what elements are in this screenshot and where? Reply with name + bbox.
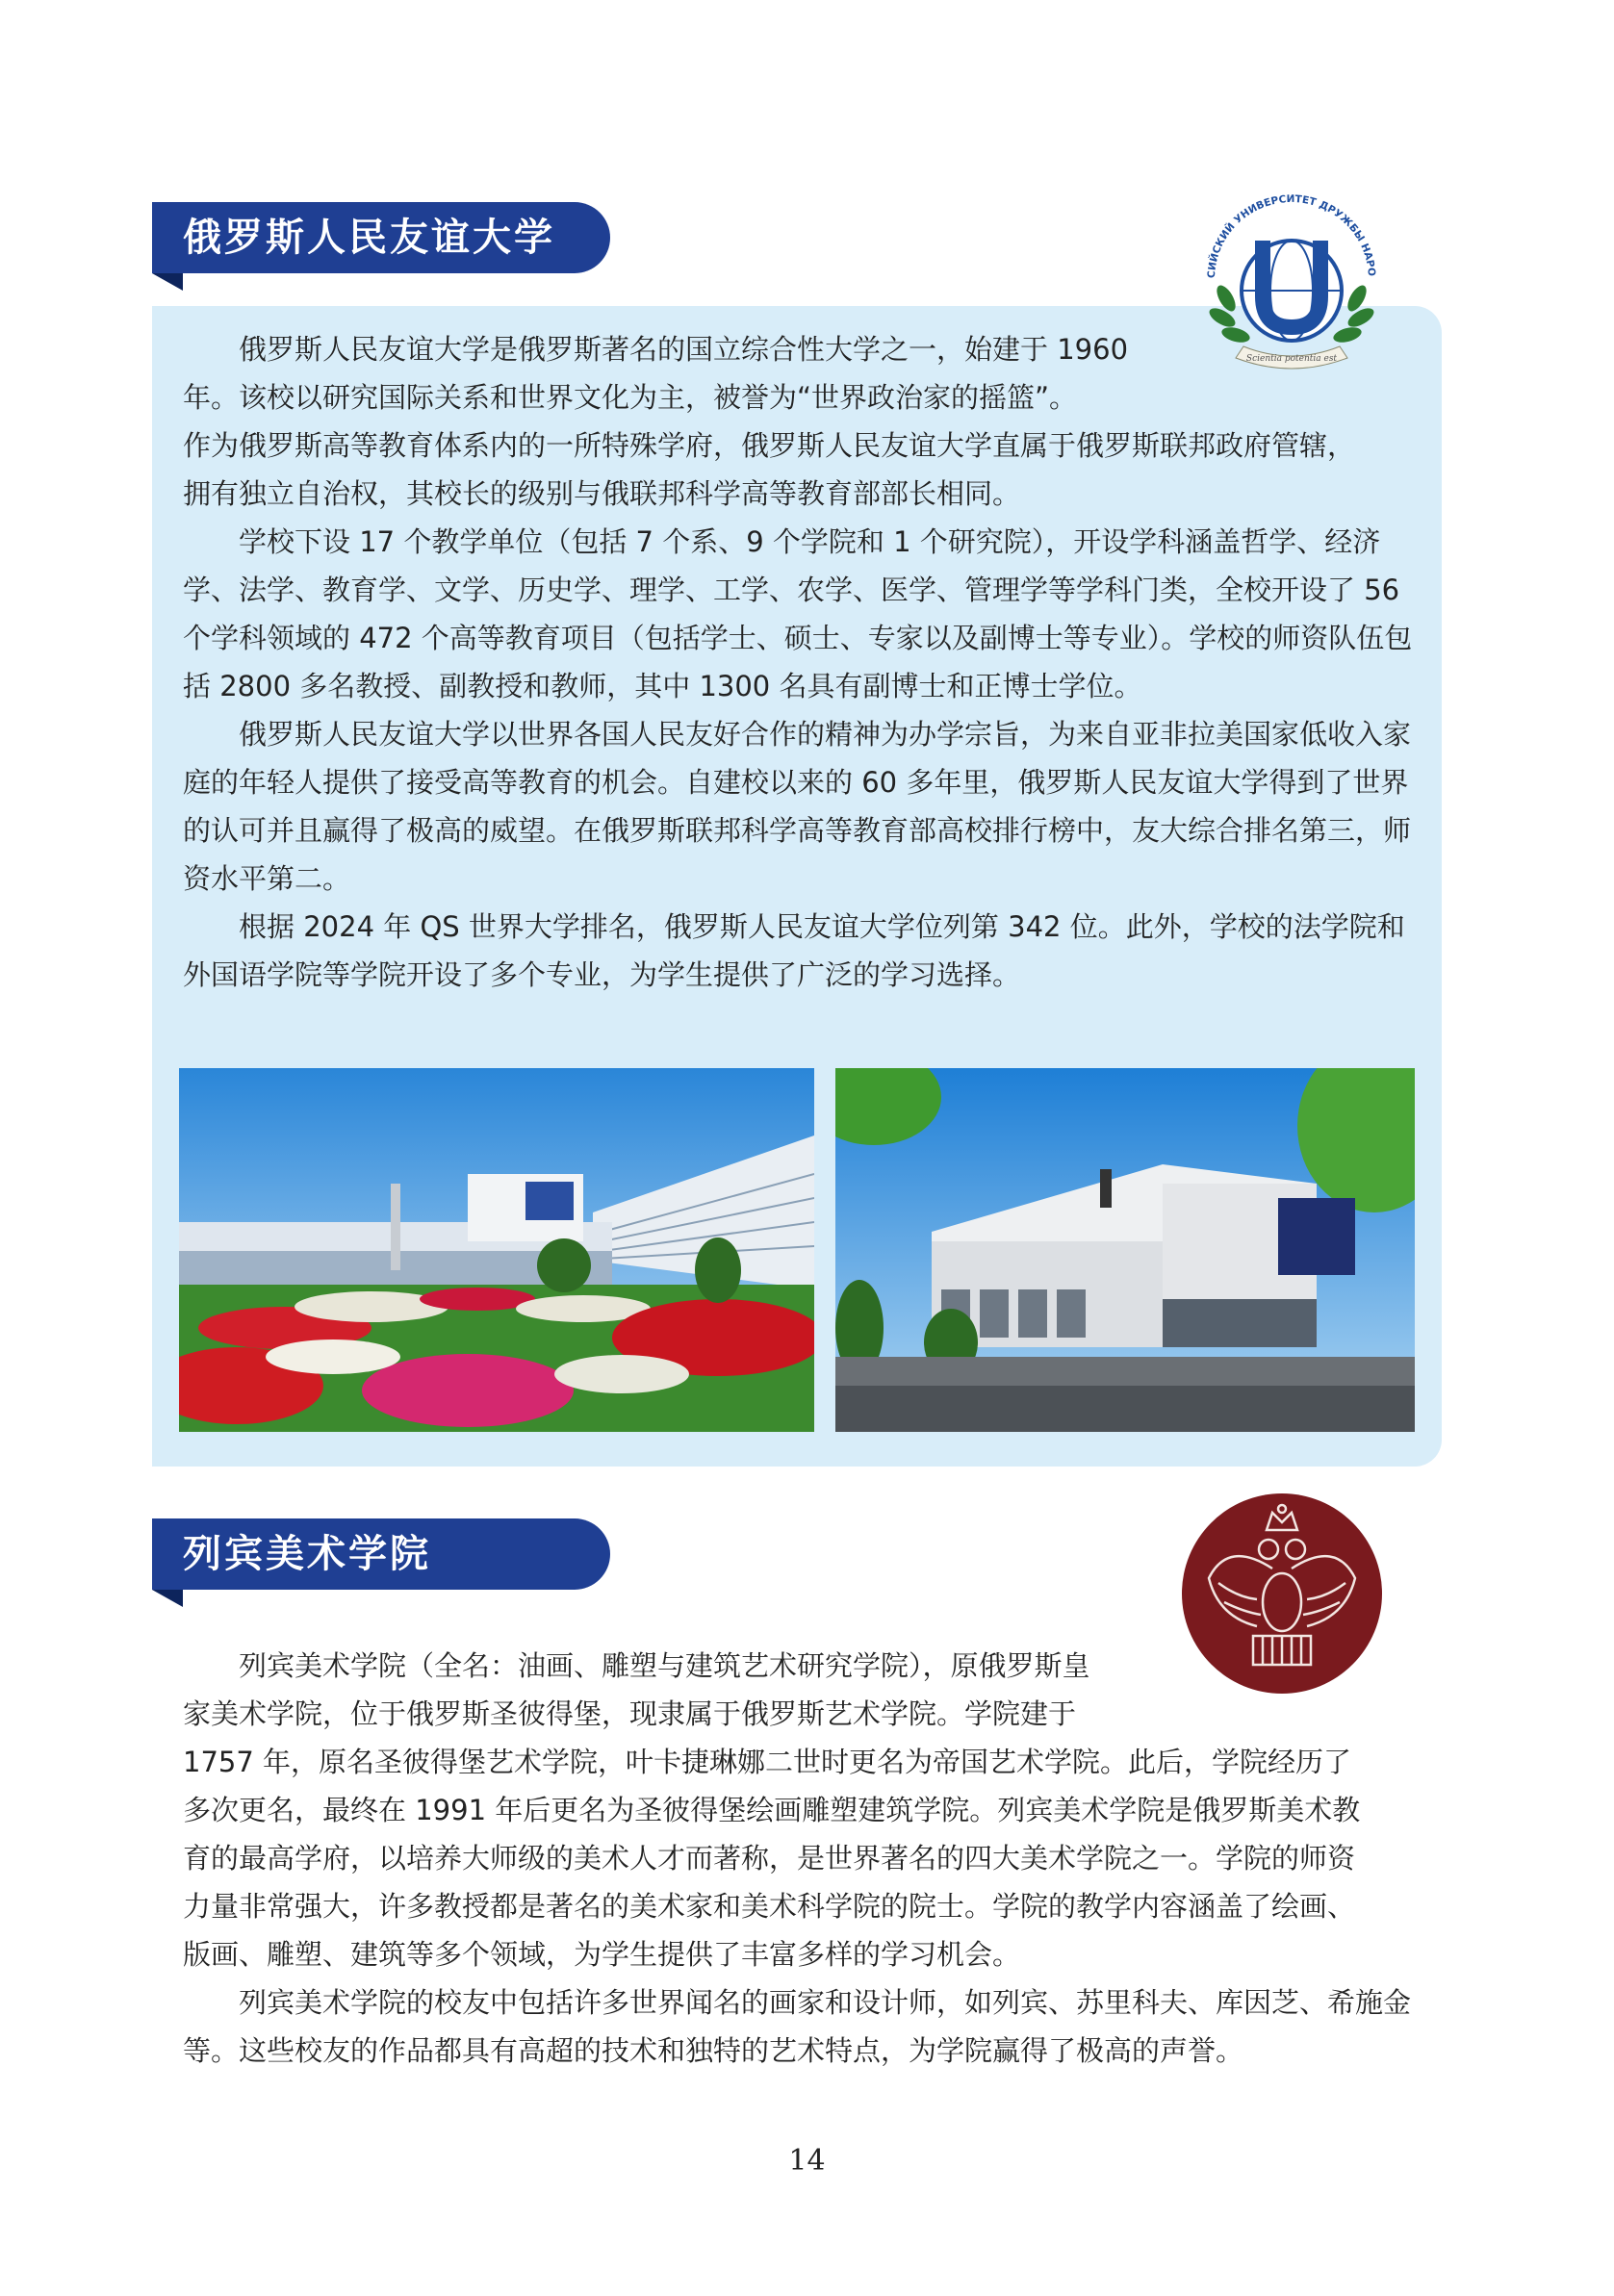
- text-line: 作为俄罗斯高等教育体系内的一所特殊学府，俄罗斯人民友谊大学直属于俄罗斯联邦政府管辖，: [183, 429, 1356, 462]
- rudn-description: [183, 325, 1421, 999]
- banner-tail: [152, 1590, 183, 1607]
- text-line: 年。该校以研究国际关系和世界文化为主，被誉为“世界政治家的摇篮”。: [183, 381, 1078, 414]
- text-line: 多次更名，最终在 1991 年后更名为圣彼得堡绘画雕塑建筑学院。列宾美术学院是俄罗斯美术教: [183, 1794, 1361, 1826]
- text-line: 拥有独立自治权，其校长的级别与俄联邦科学高等教育部部长相同。: [183, 477, 1021, 510]
- section-title: 俄罗斯人民友谊大学: [183, 216, 555, 260]
- paragraph: 俄罗斯人民友谊大学以世界各国人民友好合作的精神为办学宗旨，为来自亚非拉美国家低收入家庭的年轻人提供了接受高等教育的机会。自建校以来的 60 多年里，俄罗斯人民友谊大学得到了世界的认可并且赢得了极高的威望。在俄罗斯联邦科学高等教育部高校排行榜中，友大综合排名第三，师资水平第二。: [183, 718, 1412, 895]
- rudn-logo-ribbon: Scientia potentia est: [1245, 354, 1338, 364]
- text-line: 列宾美术学院（全名：油画、雕塑与建筑艺术研究学院），原俄罗斯皇: [239, 1649, 1090, 1682]
- text-line: 力量非常强大，许多教授都是著名的美术家和美术科学院的院士。学院的教学内容涵盖了绘画、: [183, 1890, 1356, 1923]
- page-number: 14: [788, 2144, 826, 2178]
- paragraph: 学校下设 17 个教学单位（包括 7 个系、9 个学院和 1 个研究院），开设学科涵盖哲学、经济学、法学、教育学、文学、历史学、理学、工学、农学、医学、管理学等学科门类，全校开设了 56 个学科领域的 472 个高等教育项目（包括学士、硕士、专家以及副博士等专业）。学校的师资队伍包括 2800 多名教授、副教授和教师，其中 1300 名具有副博士和正博士学位。: [183, 525, 1413, 702]
- paragraph: 根据 2024 年 QS 世界大学排名，俄罗斯人民友谊大学位列第 342 位。此外，学校的法学院和外国语学院等学院开设了多个专业，为学生提供了广泛的学习选择。: [183, 910, 1405, 991]
- campus-photo-right: [835, 1068, 1415, 1432]
- paragraph: [183, 325, 1421, 518]
- paragraph: [183, 1642, 1421, 1978]
- text-line: 育的最高学府，以培养大师级的美术人才而著称，是世界著名的四大美术学院之一。学院的师资: [183, 1842, 1356, 1875]
- text-line: 俄罗斯人民友谊大学是俄罗斯著名的国立综合性大学之一，始建于 1960: [239, 333, 1129, 366]
- section-title: 列宾美术学院: [183, 1532, 431, 1576]
- text-line: 1757 年，原名圣彼得堡艺术学院，叶卡捷琳娜二世时更名为帝国艺术学院。此后，学院经历了: [183, 1746, 1352, 1778]
- campus-photo-left: [179, 1068, 814, 1432]
- rudn-logo-text: СИЙСКИЙ УНИВЕРСИТЕТ ДРУЖБЫ НАРО: [1205, 192, 1378, 279]
- banner-tail: [152, 273, 183, 291]
- text-line: 版画、雕塑、建筑等多个领域，为学生提供了丰富多样的学习机会。: [183, 1938, 1021, 1971]
- repin-description: [183, 1642, 1421, 2075]
- text-line: 家美术学院，位于俄罗斯圣彼得堡，现隶属于俄罗斯艺术学院。学院建于: [183, 1697, 1077, 1730]
- paragraph: 列宾美术学院的校友中包括许多世界闻名的画家和设计师，如列宾、苏里科夫、库因芝、希施金等。这些校友的作品都具有高超的技术和独特的艺术特点，为学院赢得了极高的声誉。: [183, 1986, 1412, 2067]
